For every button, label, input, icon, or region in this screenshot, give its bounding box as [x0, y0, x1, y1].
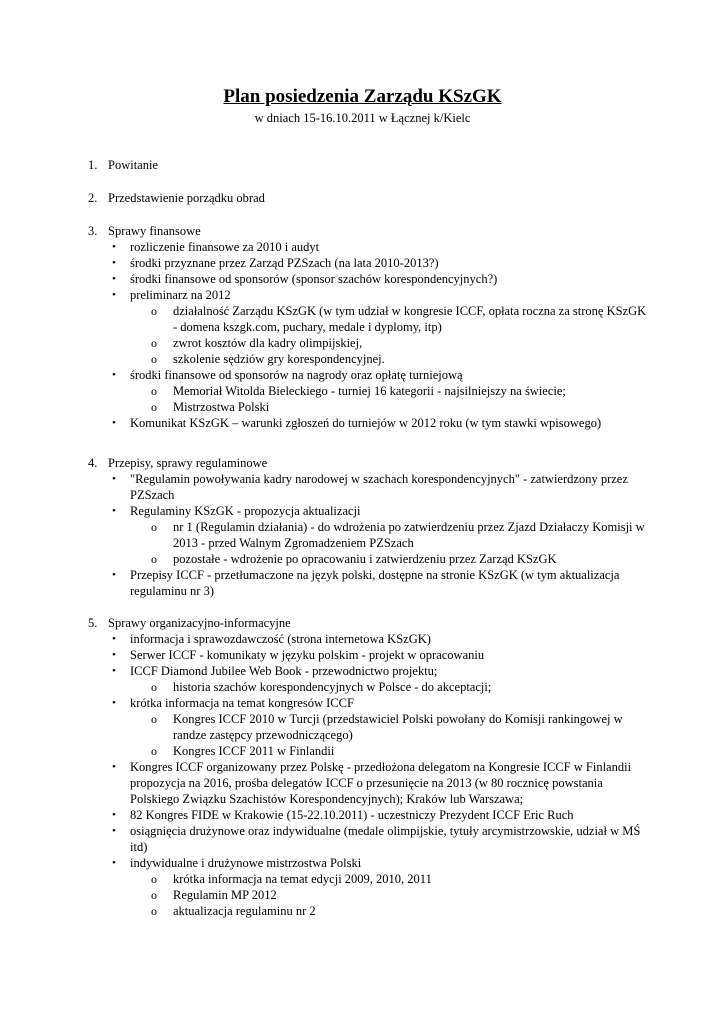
sub-bullet-icon: o	[151, 552, 157, 566]
sub-bullet-icon: o	[151, 888, 157, 902]
bullet-icon: •	[112, 241, 116, 253]
sub-list-item-text: Regulamin MP 2012	[173, 888, 277, 902]
list-item-text: "Regulamin powoływania kadry narodowej w szachach korespondencyjnych" - zatwierdzony przez	[130, 472, 628, 486]
bullet-icon: •	[112, 369, 116, 381]
sub-bullet-icon: o	[151, 904, 157, 918]
bullet-icon: •	[112, 825, 116, 837]
list-item-text: ICCF Diamond Jubilee Web Book - przewodnictwo projektu;	[130, 664, 438, 678]
sub-list-item-text: aktualizacja regulaminu nr 2	[173, 904, 316, 918]
sub-list-item-text: Memoriał Witolda Bieleckiego - turniej 16 kategorii - najsilniejszy na świecie;	[173, 384, 566, 398]
list-item-text: 82 Kongres FIDE w Krakowie (15-22.10.2011) - uczestniczy Prezydent ICCF Eric Ruch	[130, 808, 574, 822]
list-item-text: osiągnięcia drużynowe oraz indywidualne (medale olimpijskie, tytuły arcymistrzowskie, udział w MŚ	[130, 824, 641, 838]
list-item-text: krótka informacja na temat kongresów ICCF	[130, 696, 354, 710]
sub-bullet-icon: o	[151, 872, 157, 886]
list-item-text: Regulaminy KSzGK - propozycja aktualizacji	[130, 504, 361, 518]
document-title: Plan posiedzenia Zarządu KSzGK	[223, 86, 502, 107]
bullet-icon: •	[112, 697, 116, 709]
sub-bullet-icon: o	[151, 712, 157, 726]
section-number: 2.	[88, 191, 98, 205]
sub-bullet-icon: o	[151, 384, 157, 398]
sub-bullet-icon: o	[151, 352, 157, 366]
section-title: Powitanie	[108, 158, 158, 172]
sub-list-item-text: historia szachów korespondencyjnych w Polsce - do akceptacji;	[173, 680, 492, 694]
list-item-text: Polskiego Związku Szachistów Korespondencyjnych); Kraków lub Warszawa;	[130, 792, 524, 806]
sub-list-item-text: randze zastępcy przewodniczącego)	[173, 728, 353, 742]
sub-bullet-icon: o	[151, 520, 157, 534]
bullet-icon: •	[112, 665, 116, 677]
bullet-icon: •	[112, 633, 116, 645]
section-number: 5.	[88, 616, 98, 630]
sub-list-item-text: pozostałe - wdrożenie po opracowaniu i zatwierdzeniu przez Zarząd KSzGK	[173, 552, 557, 566]
list-item-text: indywidualne i drużynowe mistrzostwa Polski	[130, 856, 362, 870]
bullet-icon: •	[112, 289, 116, 301]
bullet-icon: •	[112, 649, 116, 661]
section-title: Sprawy finansowe	[108, 224, 201, 238]
sub-list-item-text: działalność Zarządu KSzGK (w tym udział w kongresie ICCF, opłata roczna za stronę KSzGK	[173, 304, 647, 318]
sub-list-item-text: krótka informacja na temat edycji 2009, 2010, 2011	[173, 872, 432, 886]
list-item-text: Komunikat KSzGK – warunki zgłoszeń do turniejów w 2012 roku (w tym stawki wpisowego)	[130, 416, 602, 430]
sub-bullet-icon: o	[151, 744, 157, 758]
sub-list-item-text: Kongres ICCF 2011 w Finlandii	[173, 744, 335, 758]
list-item-text: środki przyznane przez Zarząd PZSzach (na lata 2010-2013?)	[130, 256, 439, 270]
list-item-text: informacja i sprawozdawczość (strona internetowa KSzGK)	[130, 632, 431, 646]
section-number: 4.	[88, 456, 98, 470]
list-item-text: Kongres ICCF organizowany przez Polskę - przedłożona delegatom na Kongresie ICCF w Finlandii	[130, 760, 632, 774]
list-item-text: Przepisy ICCF - przetłumaczone na język polski, dostępne na stronie KSzGK (w tym aktualizacja	[130, 568, 620, 582]
bullet-icon: •	[112, 761, 116, 773]
sub-list-item-text: Kongres ICCF 2010 w Turcji (przedstawiciel Polski powołany do Komisji rankingowej w	[173, 712, 623, 726]
list-item-text: itd)	[130, 840, 148, 854]
bullet-icon: •	[112, 417, 116, 429]
list-item-text: propozycja na 2016, prośba delegatów ICCF o przesunięcie na 2013 (w 80 rocznicę powstania	[130, 776, 603, 790]
bullet-icon: •	[112, 257, 116, 269]
list-item-text: regulaminu nr 3)	[130, 584, 215, 598]
list-item-text: środki finansowe od sponsorów na nagrody oraz opłatę turniejową	[130, 368, 463, 382]
list-item-text: PZSzach	[130, 488, 175, 502]
sub-list-item-text: nr 1 (Regulamin działania) - do wdrożenia po zatwierdzeniu przez Zjazd Działaczy Komisji w	[173, 520, 645, 534]
list-item-text: Serwer ICCF - komunikaty w języku polskim - projekt w opracowaniu	[130, 648, 485, 662]
list-item-text: rozliczenie finansowe za 2010 i audyt	[130, 240, 320, 254]
sub-bullet-icon: o	[151, 680, 157, 694]
bullet-icon: •	[112, 473, 116, 485]
document-subtitle: w dniach 15-16.10.2011 w Łącznej k/Kielc	[254, 111, 471, 125]
section-number: 3.	[88, 224, 98, 238]
list-item-text: preliminarz na 2012	[130, 288, 231, 302]
section-title: Sprawy organizacyjno-informacyjne	[108, 616, 291, 630]
sub-list-item-text: Mistrzostwa Polski	[173, 400, 270, 414]
sub-list-item-text: 2013 - przed Walnym Zgromadzeniem PZSzach	[173, 536, 414, 550]
sub-bullet-icon: o	[151, 336, 157, 350]
section-title: Przepisy, sprawy regulaminowe	[108, 456, 268, 470]
sub-list-item-text: szkolenie sędziów gry korespondencyjnej.	[173, 352, 385, 366]
bullet-icon: •	[112, 809, 116, 821]
bullet-icon: •	[112, 505, 116, 517]
bullet-icon: •	[112, 569, 116, 581]
list-item-text: środki finansowe od sponsorów (sponsor szachów korespondencyjnych?)	[130, 272, 498, 286]
sub-bullet-icon: o	[151, 400, 157, 414]
section-number: 1.	[88, 158, 98, 172]
bullet-icon: •	[112, 857, 116, 869]
sub-bullet-icon: o	[151, 304, 157, 318]
sub-list-item-text: - domena kszgk.com, puchary, medale i dyplomy, itp)	[173, 320, 442, 334]
section-title: Przedstawienie porządku obrad	[108, 191, 265, 205]
sub-list-item-text: zwrot kosztów dla kadry olimpijskiej,	[173, 336, 363, 350]
bullet-icon: •	[112, 273, 116, 285]
